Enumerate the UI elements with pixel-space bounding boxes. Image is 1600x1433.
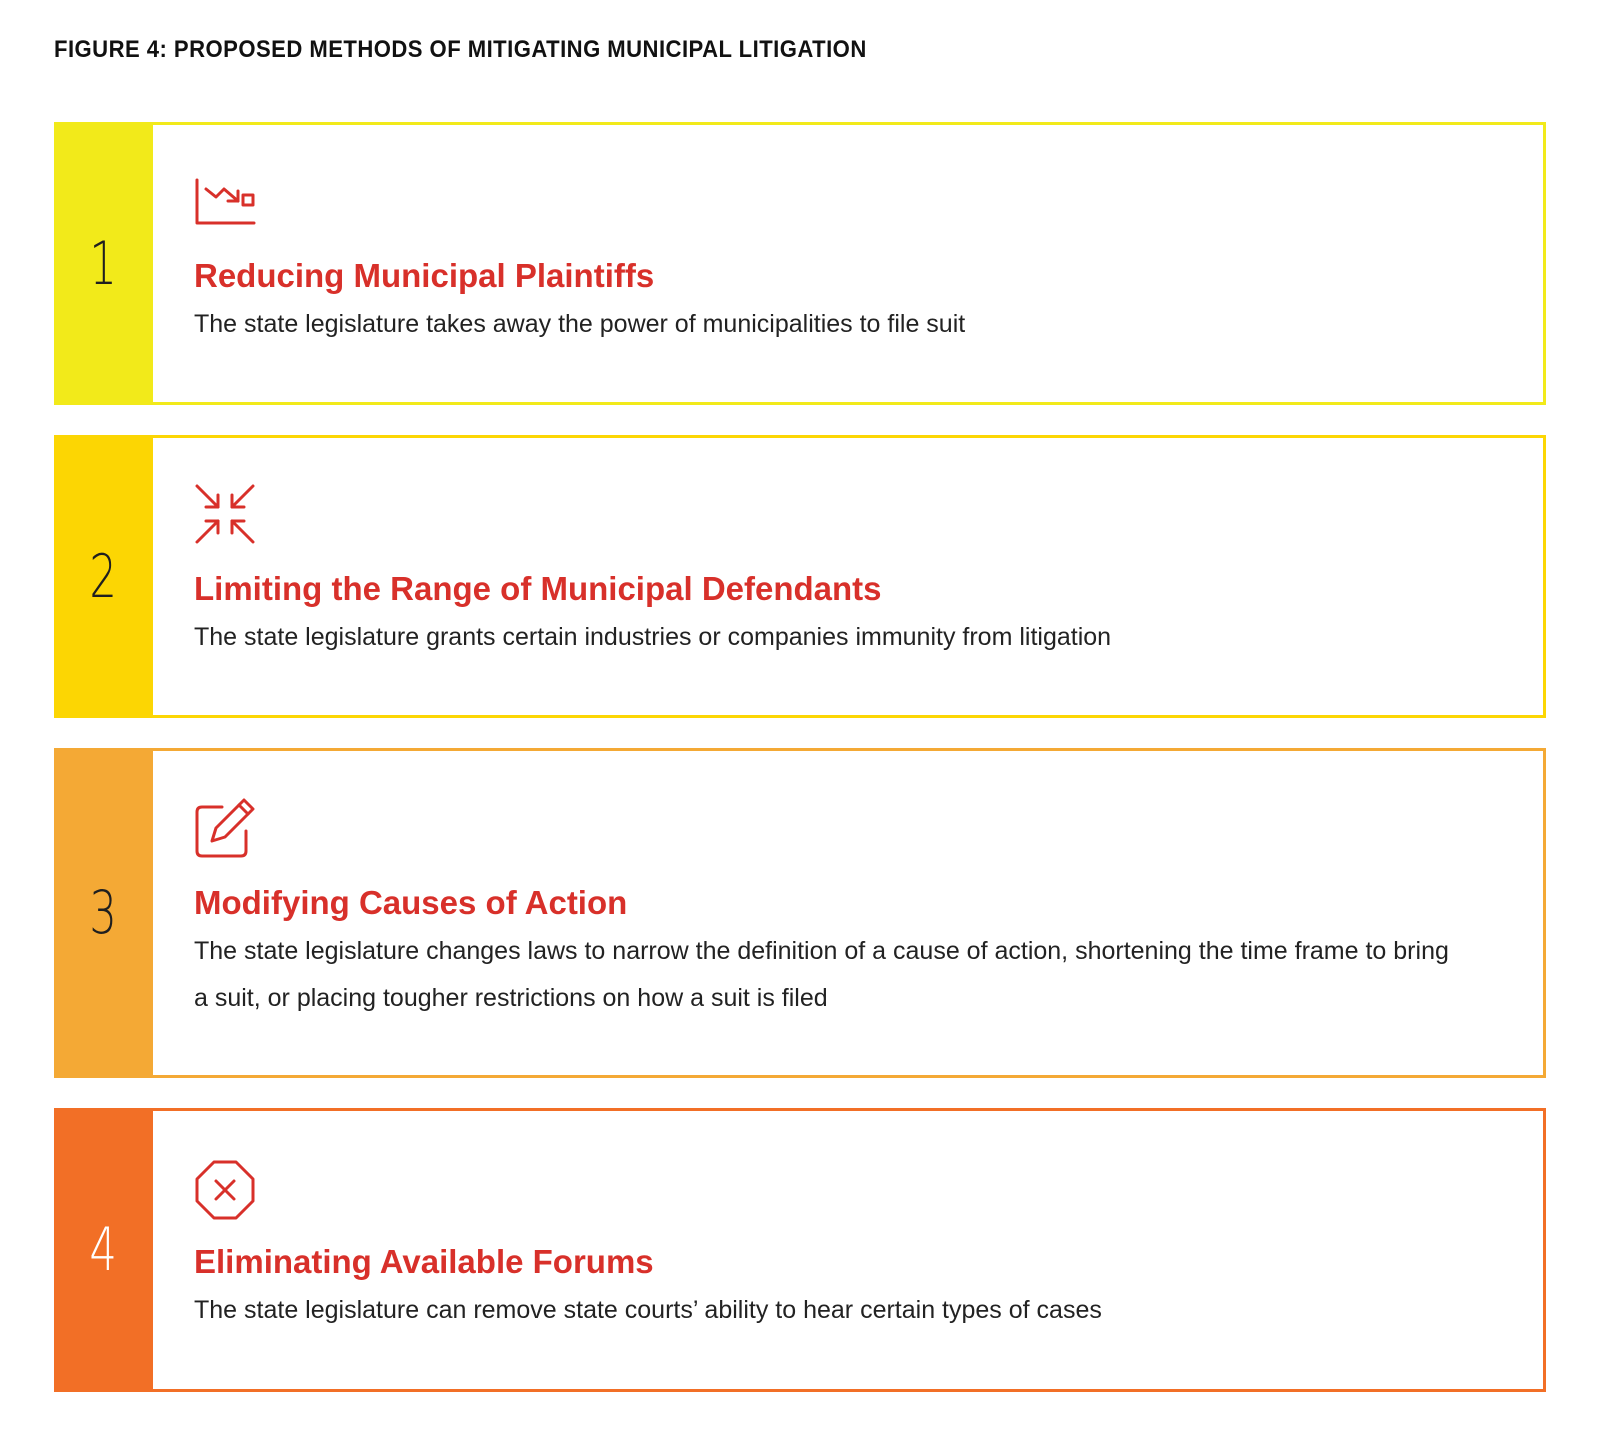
method-card-limiting-defendants <box>54 435 1546 718</box>
method-description: The state legislature takes away the power of municipalities to file suit <box>194 310 966 338</box>
method-card-eliminating-forums <box>54 1108 1546 1392</box>
method-heading: Reducing Municipal Plaintiffs <box>194 257 655 294</box>
method-description: The state legislature grants certain industries or companies immunity from litigation <box>194 623 1112 651</box>
method-number: 3 <box>89 878 118 948</box>
stop-x-icon <box>194 1159 256 1221</box>
method-description: The state legislature can remove state courts’ ability to hear certain types of cases <box>194 1296 1102 1324</box>
declining-chart-icon <box>194 177 256 239</box>
collapse-arrows-icon <box>194 483 256 545</box>
method-number: 1 <box>89 228 118 299</box>
number-column <box>54 122 153 405</box>
edit-pencil-icon <box>194 797 256 859</box>
number-column <box>54 748 153 1078</box>
method-heading: Limiting the Range of Municipal Defendants <box>194 570 882 607</box>
method-number: 2 <box>89 541 118 612</box>
method-card-reducing-plaintiffs <box>54 122 1546 405</box>
method-number: 4 <box>89 1215 118 1285</box>
method-heading: Modifying Causes of Action <box>194 884 628 921</box>
number-column <box>54 1108 153 1392</box>
number-column <box>54 435 153 718</box>
method-card-modifying-causes <box>54 748 1546 1078</box>
figure-title: FIGURE 4: PROPOSED METHODS OF MITIGATING MUNICIPAL LITIGATION <box>54 36 867 63</box>
method-description: The state legislature changes laws to narrow the definition of a cause of action, shortening the time frame to bring a suit, or placing tougher restrictions on how a suit is filed <box>194 937 1449 1012</box>
method-heading: Eliminating Available Forums <box>194 1243 654 1280</box>
